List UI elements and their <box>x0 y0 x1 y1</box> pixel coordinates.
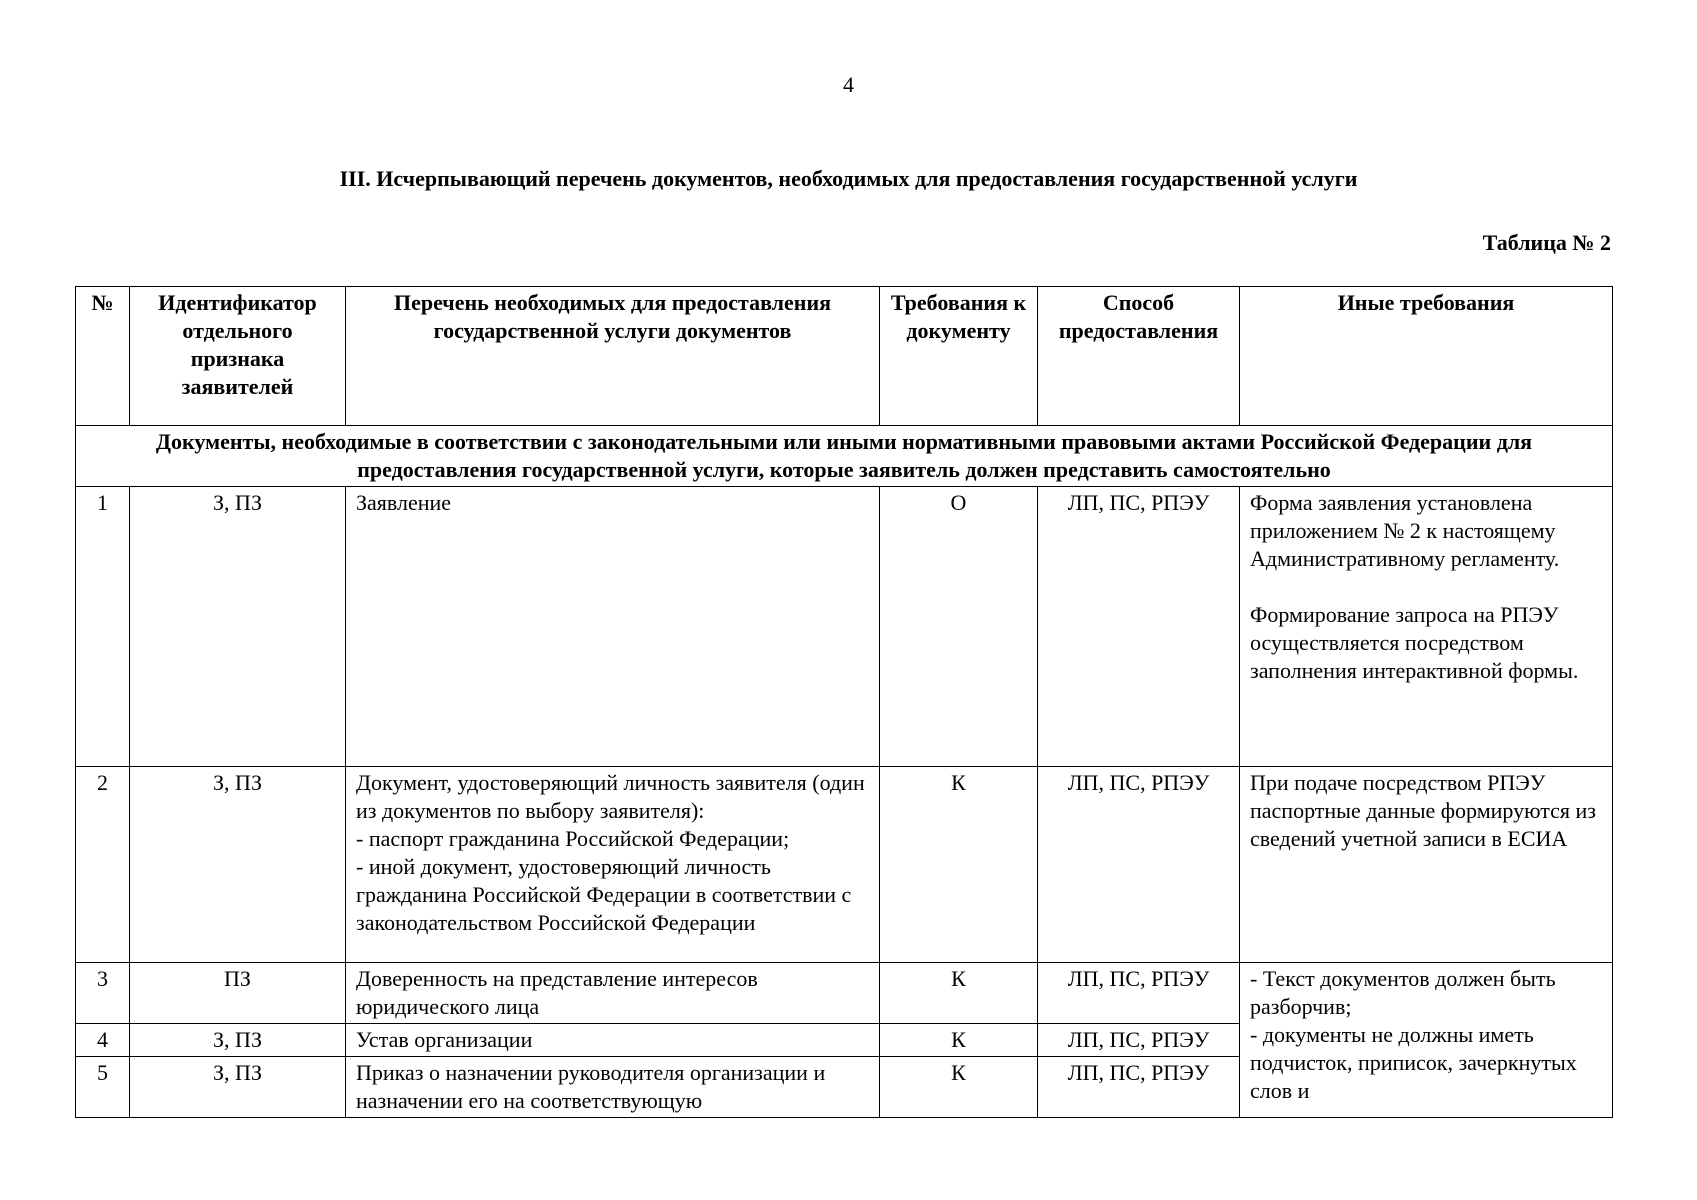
section-heading-row <box>76 426 1613 487</box>
row-number: 3 <box>76 963 130 1024</box>
row-number: 1 <box>76 487 130 767</box>
row-applicant-id: З, ПЗ <box>130 1024 346 1057</box>
row-document: Приказ о назначении руководителя организации и назначении его на соответствующую <box>346 1057 880 1118</box>
page-number: 4 <box>843 72 854 97</box>
row-method: ЛП, ПС, РПЭУ <box>1038 1057 1240 1118</box>
section-heading: Документы, необходимые в соответствии с законодательными или иными нормативными правовыми актами Российской Федерации для предоставления государственной услуги, которые заявитель должен представить самостоятельно <box>76 426 1613 487</box>
header-applicant-id: Идентификатор отдельного признака заявителей <box>130 287 346 426</box>
header-other-requirements: Иные требования <box>1240 287 1613 426</box>
row-requirement: К <box>880 1024 1038 1057</box>
row-applicant-id: З, ПЗ <box>130 767 346 963</box>
header-method: Способ предоставления <box>1038 287 1240 426</box>
row-requirement: К <box>880 767 1038 963</box>
row-other-requirements: При подаче посредством РПЭУ паспортные данные формируются из сведений учетной записи в ЕСИА <box>1240 767 1613 963</box>
other-requirements-text-b: Формирование запроса на РПЭУ осуществляется посредством заполнения интерактивной формы. <box>1250 602 1579 683</box>
row-document: Заявление <box>346 487 880 767</box>
row-method: ЛП, ПС, РПЭУ <box>1038 1024 1240 1057</box>
row-method: ЛП, ПС, РПЭУ <box>1038 487 1240 767</box>
other-requirements-text-a: Форма заявления установлена приложением № 2 к настоящему Административному регламенту. <box>1250 490 1560 571</box>
row-requirement: К <box>880 1057 1038 1118</box>
row-number: 2 <box>76 767 130 963</box>
row-document: Доверенность на представление интересов юридического лица <box>346 963 880 1024</box>
row-other-requirements <box>1240 487 1613 767</box>
table-header-row <box>76 287 1613 426</box>
table-caption: Таблица № 2 <box>1482 230 1611 255</box>
table-row <box>76 487 1613 767</box>
row-applicant-id: З, ПЗ <box>130 1057 346 1118</box>
section-title: III. Исчерпывающий перечень документов, необходимых для предоставления государственной услуги <box>339 166 1358 191</box>
row-method: ЛП, ПС, РПЭУ <box>1038 767 1240 963</box>
row-number: 4 <box>76 1024 130 1057</box>
header-number: № <box>76 287 130 426</box>
row-requirement: О <box>880 487 1038 767</box>
row-applicant-id: ПЗ <box>130 963 346 1024</box>
row-requirement: К <box>880 963 1038 1024</box>
row-number: 5 <box>76 1057 130 1118</box>
header-documents-list: Перечень необходимых для предоставления государственной услуги документов <box>346 287 880 426</box>
row-document: Документ, удостоверяющий личность заявителя (один из документов по выбору заявителя): - паспорт гражданина Российской Федерации; - иной документ, удостоверяющий личность гражданина Российской Федерации в соответствии с законодательством Российской Федерации <box>346 767 880 963</box>
table-row <box>76 963 1613 1024</box>
shared-other-requirements: - Текст документов должен быть разборчив; - документы не должны иметь подчисток, приписок, зачеркнутых слов и <box>1240 963 1613 1118</box>
row-applicant-id: З, ПЗ <box>130 487 346 767</box>
table-row <box>76 767 1613 963</box>
header-requirements: Требования к документу <box>880 287 1038 426</box>
documents-table <box>75 286 1613 1118</box>
row-document: Устав организации <box>346 1024 880 1057</box>
row-method: ЛП, ПС, РПЭУ <box>1038 963 1240 1024</box>
